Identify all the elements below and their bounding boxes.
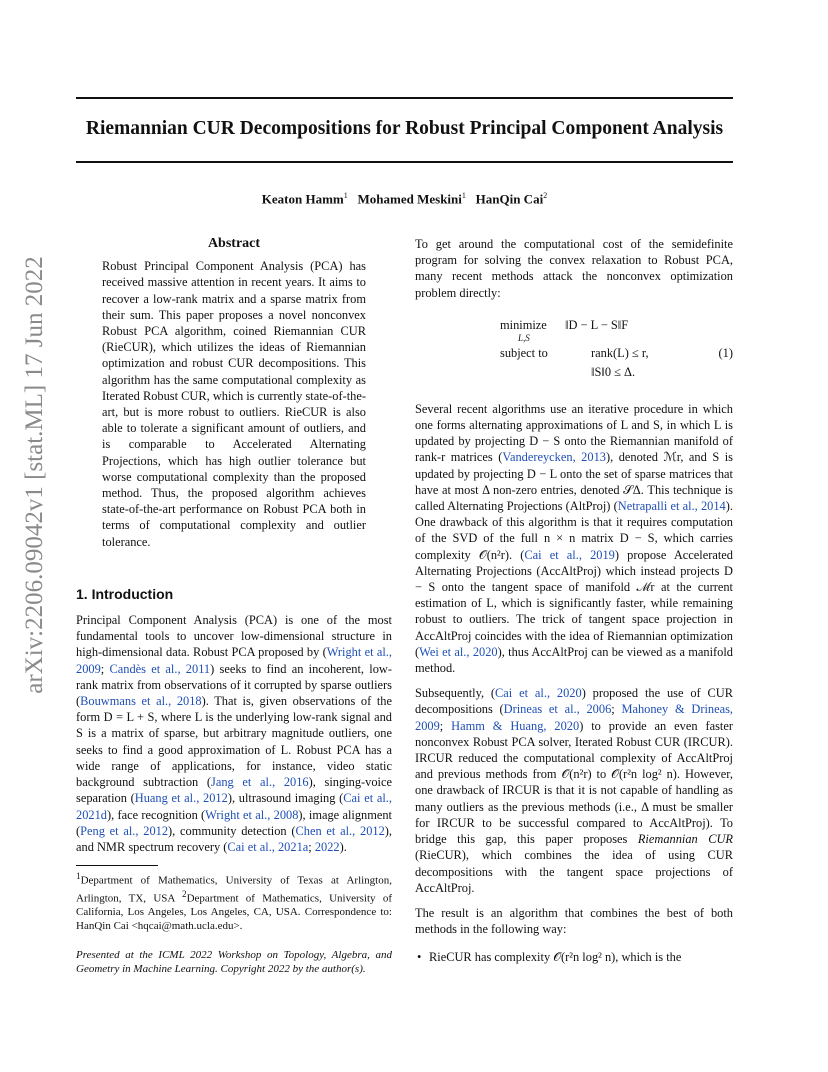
footnote-mark: 1 — [76, 871, 81, 882]
text-run: ). One drawback of this algorithm is that it requires computation of the SVD of the full n × n matrix D − S, which carries complexity 𝒪(n²r). ( — [415, 499, 733, 562]
text-run: ) seeks to find an incoherent, low-rank matrix from observations of it corrupted by sparse outliers ( — [76, 661, 392, 709]
text-run: ) to provide an even faster nonconvex Robust PCA solver, Iterated Robust CUR (IRCUR). IRCUR reduced the computational complexity of AccAltProj and previous methods from 𝒪(n²r) to 𝒪(r²n log² n). However, one drawback of IRCUR is that it is not capable of handling as many outliers as the previous methods (i.e., Δ must be smaller for IRCUR to be successful compared to AccAltProj). To bridge this gap, this paper proposes — [415, 718, 733, 847]
citation-link[interactable]: Vandereycken, 2013 — [502, 450, 606, 465]
author-name: HanQin Cai — [475, 191, 544, 207]
text-run: ) propose Accelerated Alternating Projections (AccAltProj) which instead projects D − S onto the tangent space of manifold ℳr at the current estimation of L, which is significantly faster, while remaining robust to outliers. The trick of tangent space projection in AccAltProj coincides with the idea of Riemannian optimization ( — [415, 547, 733, 659]
citation-link[interactable]: Netrapalli et al., 2014 — [617, 499, 726, 514]
eq-minimize-subscript: L,S — [518, 332, 530, 343]
text-run: Department of Mathematics, University of Texas at Arlington, Arlington, TX, USA — [76, 874, 392, 905]
citation-link[interactable]: Cai et al., 2019 — [524, 547, 615, 562]
text-run: Department of Mathematics, University of California, Los Angeles, Los Angeles, CA, USA. Correspondence to: HanQin Cai <hqcai@math.ucla.edu>. — [76, 892, 392, 932]
citation-link[interactable]: Cai et al., 2021a — [227, 839, 309, 854]
citation-link[interactable]: Wei et al., 2020 — [419, 644, 498, 659]
citation-link[interactable]: Mahoney & Drineas, 2009 — [415, 702, 733, 733]
author-name: Mohamed Meskini — [357, 191, 462, 207]
arxiv-watermark — [15, 256, 55, 694]
text-run: ), ultrasound imaging ( — [227, 791, 344, 806]
text-run: ; — [611, 702, 622, 717]
eq-subject-to: subject to — [500, 345, 548, 360]
footnote-mark: 2 — [182, 889, 187, 900]
text-run: ; — [100, 661, 110, 676]
arxiv-id: arXiv:2206.09042v1 [stat.ML] 17 Jun 2022 — [21, 256, 48, 694]
body-paragraph — [415, 401, 733, 676]
citation-link[interactable]: Hamm & Huang, 2020 — [451, 718, 580, 733]
paper-title: Riemannian CUR Decompositions for Robust Principal Component Analysis — [85, 118, 724, 139]
citation-link[interactable]: Bouwmans et al., 2018 — [80, 694, 202, 709]
text-run: Principal Component Analysis (PCA) is one of the most fundamental tools to uncover low-dimensional structure in high-dimensional data. Robust PCA proposed by ( — [76, 613, 392, 660]
text-run: Several recent algorithms use an iterative procedure in which one forms alternating approximations of L and S, in which L is updated by projecting D − S onto the Riemannian manifold of rank-r matrices ( — [415, 401, 733, 465]
left-column — [76, 236, 392, 976]
workshop-notice: Presented at the ICML 2022 Workshop on Topology, Algebra, and Geometry in Machine Learning. Copyright 2022 by the author(s). — [76, 949, 392, 975]
text-run: ). — [339, 839, 347, 854]
text-run: ; — [308, 839, 315, 854]
abstract-heading: Abstract — [207, 236, 261, 251]
citation-link[interactable]: Wright et al., 2009 — [76, 645, 392, 676]
eq-rank-constraint: rank(L) ≤ r, — [591, 345, 649, 360]
text-run: ), image alignment ( — [76, 807, 392, 838]
body-paragraph: To get around the computational cost of the semidefinite program for solving the convex relaxation to Robust PCA, many recent methods attack the nonconvex optimization problem directly: — [415, 237, 733, 300]
equation-1 — [415, 313, 733, 387]
right-column — [415, 236, 733, 966]
body-paragraph: The result is an algorithm that combines the best of both methods in the following way: — [415, 905, 733, 937]
citation-link[interactable]: 2022 — [314, 839, 340, 854]
text-run: ) proposed the use of CUR decompositions ( — [415, 686, 733, 717]
bullet-item: • RieCUR has complexity 𝒪(r²n log² n), which is the — [415, 949, 733, 965]
citation-link[interactable]: Cai et al., 2020 — [495, 686, 582, 701]
text-run: Subsequently, ( — [415, 686, 496, 701]
citation-link[interactable]: Peng et al., 2012 — [80, 823, 169, 838]
text-run: ), thus AccAltProj can be viewed as a manifold method. — [415, 644, 733, 676]
text-run: ). That is, given observations of the form D = L + S, where L is the underlying low-rank signal and S is a matrix of sparse, but arbitrary magnitude outliers, one seeks to find a good approximation of L. Robust PCA has a wide range of applications, for instance, video static background subtraction ( — [76, 694, 392, 790]
text-run: ), denoted ℳr, and S is updated by projecting D − L onto the set of sparse matrices that have at most Δ non-zero entries, denoted 𝒮Δ. This technique is called Alternating Projections (AltProj) ( — [415, 450, 733, 514]
eq-sparsity-constraint: ‖S‖0 ≤ Δ. — [591, 364, 636, 379]
citation-link[interactable]: Chen et al., 2012 — [295, 823, 385, 838]
text-run: (RieCUR), which combines the idea of using CUR decompositions with the tangent space projections of AccAltProj. — [415, 848, 733, 895]
citation-link[interactable]: Cai et al., 2021d — [76, 791, 392, 822]
eq-number: (1) — [718, 345, 733, 360]
section-heading-introduction: 1. Introduction — [76, 585, 174, 602]
eq-minimize: minimize — [500, 317, 547, 332]
citation-link[interactable]: Candès et al., 2011 — [109, 661, 211, 676]
title-bottom-rule — [76, 161, 733, 163]
citation-link[interactable]: Jang et al., 2016 — [211, 775, 309, 790]
text-run: ), community detection ( — [168, 823, 296, 838]
author-affiliation-mark: 2 — [543, 191, 548, 200]
author-list — [76, 191, 733, 207]
author-affiliation-mark: 1 — [461, 191, 466, 200]
affiliation-footnote — [76, 870, 392, 933]
body-paragraph — [415, 685, 733, 896]
citation-link[interactable]: Drineas et al., 2006 — [503, 702, 612, 717]
citation-link[interactable]: Wright et al., 2008 — [205, 807, 299, 822]
text-run: ), singing-voice separation ( — [76, 775, 392, 806]
intro-paragraph — [76, 612, 392, 855]
eq-objective: ‖D − L − S‖F — [565, 317, 629, 332]
text-run: ), and NMR spectrum recovery ( — [76, 823, 393, 854]
author-name: Keaton Hamm — [261, 191, 344, 207]
author-affiliation-mark: 1 — [343, 191, 348, 200]
text-run: ; — [439, 718, 452, 733]
top-rule — [76, 97, 733, 99]
footnote-rule — [76, 865, 158, 866]
emphasis: Riemannian CUR — [637, 832, 733, 847]
text-run: ), face recognition ( — [106, 807, 206, 822]
citation-link[interactable]: Huang et al., 2012 — [134, 791, 228, 806]
abstract-text: Robust Principal Component Analysis (PCA) has received massive attention in recent years. It aims to recover a low-rank matrix and a sparse matrix from their sum. This paper proposes a novel nonconvex Robust PCA algorithm, coined Riemannian CUR (RieCUR), which utilizes the ideas of Riemannian optimization and robust CUR decompositions. This algorithm has the same computational complexity as Iterated Robust CUR, which is currently state-of-the-art, but is more robust to outliers. RieCUR is also able to tolerate a significant amount of outliers, and is comparable to Accelerated Alternating Projections, which has high outlier tolerance but worse computational complexity than the proposed method. Thus, the proposed algorithm achieves state-of-the-art performance on Robust PCA both in terms of computational complexity and outlier tolerance. — [102, 259, 366, 549]
